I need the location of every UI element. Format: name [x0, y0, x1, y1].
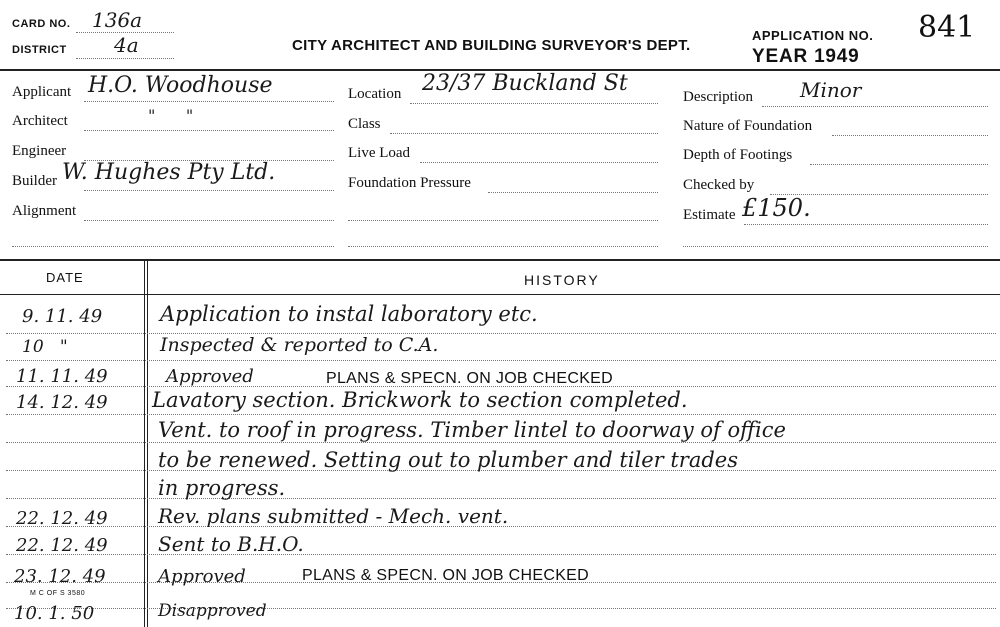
history-row-text: Approved — [158, 566, 246, 587]
district-value: 4a — [114, 33, 139, 57]
history-row-date: 22. 12. 49 — [16, 508, 108, 529]
estimate-label: Estimate — [683, 207, 736, 223]
dept-title: CITY ARCHITECT AND BUILDING SURVEYOR'S DEPT. — [292, 37, 691, 54]
applicant-label: Applicant — [12, 84, 72, 100]
history-row-date: 23. 12. 49 — [14, 566, 106, 587]
live-load-label: Live Load — [348, 145, 411, 161]
engineer-label: Engineer — [12, 143, 67, 159]
nature-of-foundation-label: Nature of Foundation — [683, 118, 813, 134]
application-number: 841 — [918, 10, 976, 45]
history-row-text: Sent to B.H.O. — [158, 532, 304, 556]
form-code: M C OF S 3580 — [30, 590, 86, 597]
checked-stamp: PLANS & SPECN. ON JOB CHECKED — [326, 370, 613, 387]
year-label: YEAR 1949 — [752, 46, 860, 67]
history-row-text: Vent. to roof in progress. Timber lintel to doorway of office — [158, 418, 786, 442]
history-row-text: Disapproved — [158, 601, 267, 621]
description-label: Description — [683, 89, 753, 105]
history-row-text: to be renewed. Setting out to plumber and tiler trades — [158, 448, 739, 472]
builder-label: Builder — [12, 173, 57, 189]
history-row-date: 22. 12. 49 — [16, 535, 108, 556]
district-label: DISTRICT — [12, 44, 67, 56]
date-column-header: DATE — [46, 270, 84, 285]
history-row-date: 10 " — [22, 337, 68, 357]
card-no-label: CARD NO. — [12, 18, 71, 30]
history-row-date: 9. 11. 49 — [22, 306, 103, 327]
checked-by-label: Checked by — [683, 177, 755, 193]
architect-value: " " — [148, 106, 194, 125]
history-row-text: Lavatory section. Brickwork to section completed. — [152, 388, 688, 412]
history-row-text: Rev. plans submitted - Mech. vent. — [158, 504, 509, 528]
history-row-text: Inspected & reported to C.A. — [160, 334, 439, 356]
location-value: 23/37 Buckland St — [422, 71, 628, 96]
history-row-text: Application to instal laboratory etc. — [160, 302, 538, 326]
history-row-text: Approved — [166, 366, 254, 387]
checked-stamp: PLANS & SPECN. ON JOB CHECKED — [302, 567, 589, 584]
description-value: Minor — [800, 78, 862, 102]
applicant-value: H.O. Woodhouse — [88, 73, 273, 98]
class-label: Class — [348, 116, 381, 132]
history-row-date: 14. 12. 49 — [16, 392, 108, 413]
card-no-value: 136a — [92, 8, 143, 32]
history-row-date: 11. 11. 49 — [16, 366, 108, 387]
history-column-header: HISTORY — [524, 272, 600, 288]
history-row-text: in progress. — [158, 476, 286, 500]
foundation-pressure-label: Foundation Pressure — [348, 175, 471, 191]
estimate-value: £150. — [742, 194, 811, 222]
architect-label: Architect — [12, 113, 68, 129]
history-row-date: 10. 1. 50 — [14, 603, 95, 624]
alignment-label: Alignment — [12, 203, 77, 219]
application-label: APPLICATION NO. — [752, 28, 874, 43]
builder-value: W. Hughes Pty Ltd. — [62, 160, 276, 185]
depth-of-footings-label: Depth of Footings — [683, 147, 793, 163]
location-label: Location — [348, 86, 402, 102]
